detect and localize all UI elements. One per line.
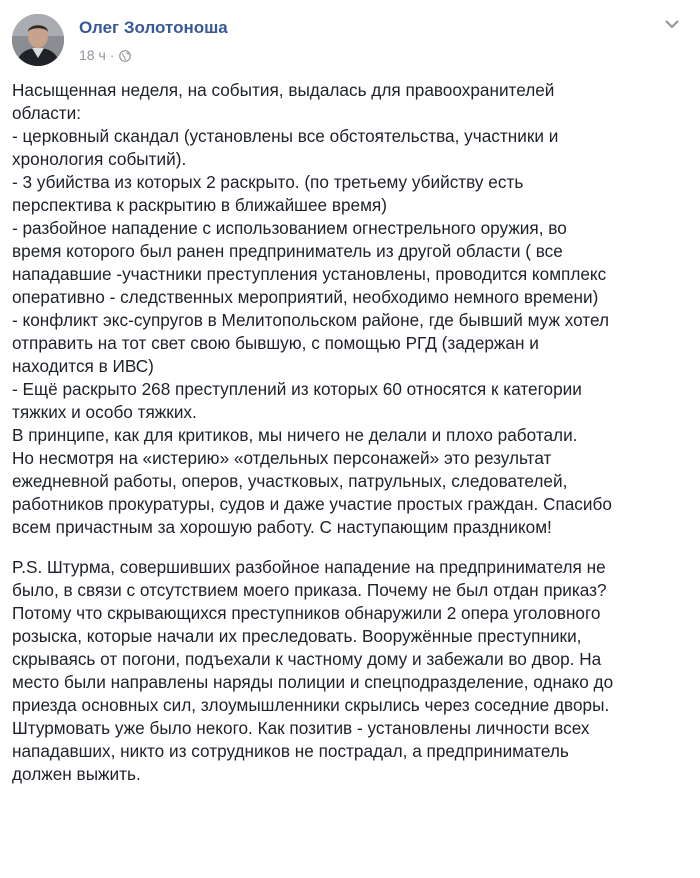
- text-line: - 3 убийства из которых 2 раскрыто. (по третьему убийству есть: [12, 172, 524, 192]
- text-line: скрываясь от погони, подъехали к частному дому и забежали во двор. На: [12, 649, 602, 669]
- meta-separator: ·: [109, 47, 115, 63]
- paragraph-main: [12, 79, 692, 539]
- text-line: - церковный скандал (установлены все обстоятельства, участники и: [12, 126, 559, 146]
- globe-icon[interactable]: [119, 49, 131, 61]
- post-meta: [79, 47, 131, 63]
- text-line: хронология событий).: [12, 149, 187, 169]
- text-line: отправить на тот свет свою бывшую, с помощью РГД (задержан и: [12, 333, 539, 353]
- post-timestamp[interactable]: 18 ч: [79, 47, 106, 63]
- text-line: место были направлены наряды полиции и спецподразделение, однако до: [12, 672, 614, 692]
- text-line: Насыщенная неделя, на события, выдалась для правоохранителей: [12, 80, 555, 100]
- text-line: ежедневной работы, оперов, участковых, патрульных, следователей,: [12, 471, 568, 491]
- text-line: было, в связи с отсутствием моего приказа. Почему не был отдан приказ?: [12, 580, 607, 600]
- post-text: [12, 79, 692, 786]
- text-line: - разбойное нападение с использованием огнестрельного оружия, во: [12, 218, 567, 238]
- text-line: розыска, которые начали их преследовать. Вооружённые преступники,: [12, 626, 582, 646]
- text-line: работников прокуратуры, судов и даже участие простых граждан. Спасибо: [12, 494, 612, 514]
- text-line: перспектива к раскрытию в ближайшее время): [12, 195, 387, 215]
- text-line: должен выжить.: [12, 764, 141, 784]
- text-line: области:: [12, 103, 82, 123]
- text-line: - Ещё раскрыто 268 преступлений из которых 60 относятся к категории: [12, 379, 582, 399]
- avatar-image: [12, 14, 64, 66]
- text-line: приезда основных сил, злоумышленники скрылись через соседние дворы.: [12, 695, 610, 715]
- text-line: всем причастным за хорошую работу. С наступающим праздником!: [12, 517, 552, 537]
- text-line: - конфликт экс-супругов в Мелитопольском районе, где бывший муж хотел: [12, 310, 610, 330]
- paragraph-ps: [12, 556, 692, 786]
- text-line: находится в ИВС): [12, 356, 154, 376]
- text-line: Потому что скрывающихся преступников обнаружили 2 опера уголовного: [12, 603, 601, 623]
- text-line: нападавших, никто из сотрудников не пострадал, а предприниматель: [12, 741, 569, 761]
- text-line: Но несмотря на «истерию» «отдельных персонажей» это результат: [12, 448, 552, 468]
- text-line: В принципе, как для критиков, мы ничего не делали и плохо работали.: [12, 425, 578, 445]
- text-line: P.S. Штурма, совершивших разбойное нападение на предпринимателя не: [12, 557, 606, 577]
- text-line: оперативно - следственных мероприятий, необходимо немного времени): [12, 287, 599, 307]
- text-line: время которого был ранен предприниматель из другой области ( все: [12, 241, 563, 261]
- text-line: нападавшие -участники преступления установлены, проводится комплекс: [12, 264, 607, 284]
- chevron-down-icon[interactable]: [660, 14, 684, 34]
- text-line: Штурмовать уже было некого. Как позитив - установлены личности всех: [12, 718, 590, 738]
- author-name[interactable]: Олег Золотоноша: [79, 18, 228, 37]
- post-header: [12, 14, 688, 70]
- avatar[interactable]: [12, 14, 64, 66]
- text-line: тяжких и особо тяжких.: [12, 402, 197, 422]
